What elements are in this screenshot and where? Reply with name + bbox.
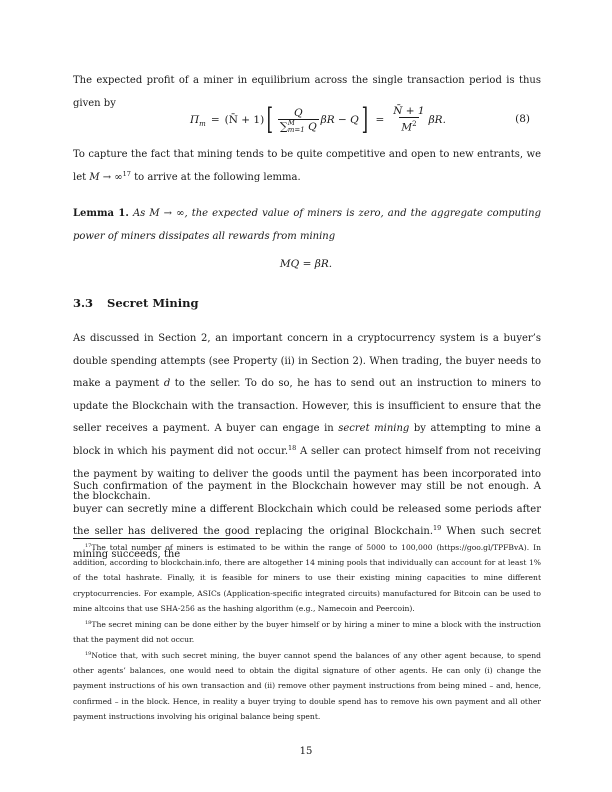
right-bracket: ]: [361, 102, 368, 137]
section-heading: [73, 296, 213, 310]
confirmation-text-1: Such confirmation of the payment in the Blockchain however may still be not enough. A buyer can secretly mine a different Blockchain which could be released some periods after the seller has delivered the good replacing the original Blockchain.: [73, 481, 541, 538]
footnote-17: [73, 540, 541, 616]
secret-mining-text-1: As discussed in Section 2, an important concern in a cryptocurrency system is a buyer’s double spending attempts (see Property (ii) in Section 2). When trading, the buyer needs to make a payment: [73, 333, 541, 390]
eq-sum-symbol: ∑: [279, 119, 288, 133]
section-title: Secret Mining: [107, 296, 199, 310]
payment-variable: d: [163, 378, 171, 390]
paragraph-competition: [73, 144, 541, 189]
secret-mining-term: secret mining: [338, 423, 410, 435]
competition-text-end: to arrive at the following lemma.: [130, 171, 301, 183]
footnote-text: The secret mining can be done either by the buyer himself or by hiring a miner to mine a block with the instruction that the payment did not occur.: [73, 620, 541, 645]
lemma-1: [73, 203, 541, 248]
confirmation-text-2: When such secret mining succeeds, the: [73, 526, 542, 560]
lemma-equation: MQ = βR.: [279, 258, 333, 270]
footnote-18: [73, 617, 541, 647]
eq-rhs-exponent: 2: [412, 120, 417, 129]
footnote-mark: 19: [85, 651, 92, 657]
eq-factor: (N̄ + 1): [224, 114, 265, 126]
eq-rhs-tail: βR.: [428, 114, 446, 126]
eq-after-fraction: βR − Q: [320, 114, 359, 126]
eq-lhs: Π: [190, 114, 200, 126]
equation-number: (8): [515, 113, 530, 125]
footnote-rule: [73, 538, 260, 539]
eq-lhs-sub: m: [199, 120, 206, 128]
footnote-text: The total number of miners is estimated to be within the range of 5000 to 100,000 (https://goo.gl/TPFBvA). In addition, according to blockchain.info, there are altogether 14 mining pools that individually can account for at least 1% of the total hashrate. Finally, it is feasible for miners to use their existing mining capacities to mine different cryptocurrencies. For example, ASICs (Application-specific integrated circuits) manufactured for Bitcoin can be used to mine altcoins that use SHA-256 as the hashing algorithm (e.g., Namecoin and Peercoin).: [73, 543, 541, 613]
page-number: 15: [299, 746, 313, 757]
secret-mining-text-4: A seller can protect himself from not receiving the payment by waiting to deliver the goods until the payment has been incorporated into the blockchain.: [73, 445, 541, 503]
footnote-mark: 17: [85, 543, 92, 549]
eq-denominator-term: Q: [308, 120, 317, 133]
secret-mining-text-2: to the seller. To do so, he has to send out an instruction to miners to update the Blockchain with the transaction. However, this is insufficient to ensure that the seller receives a payment. A buyer can engage in: [73, 378, 541, 435]
footnote-ref-18[interactable]: 18: [288, 443, 297, 452]
lemma-text: As M → ∞, the expected value of miners is zero, and the aggregate computing power of miners dissipates all rewards from mining: [73, 208, 541, 242]
left-bracket: [: [266, 102, 274, 137]
footnote-19: [73, 648, 541, 724]
limit-expression: M → ∞: [89, 171, 123, 183]
paragraph-intro: The expected profit of a miner in equilibrium across the single transaction period is thus given by: [73, 75, 541, 109]
eq-numerator: Q: [293, 106, 303, 119]
footnote-text: Notice that, with such secret mining, the buyer cannot spend the balances of any other agent because, to spend other agents’ balances, one would need to obtain the digital signature of other agents. He can only (i) change the payment instructions of his own transaction and (ii) remove other payment instructions from being mined – and, hence, confirmed – in the block. Hence, in reality a buyer trying to double spend has to remove his own payment and all other payment instructions involving his original balance being spent.: [73, 651, 541, 721]
eq-equals: =: [375, 114, 385, 126]
eq-sum-lower: m=1: [287, 125, 305, 134]
equation-8: Π m = (N̄ + 1) [ Q ∑ M m=1 Q βR − Q ] = $\frac{N̄ + 1}{M^2}$ βR. (8): [190, 102, 530, 137]
eq-sum-upper: M: [287, 118, 295, 127]
eq-rhs-denominator: M: [401, 121, 413, 134]
section-number: 3.3: [73, 296, 94, 310]
competition-text: To capture the fact that mining tends to be quite competitive and open to new entrants, we let: [73, 149, 541, 183]
footnote-ref-17[interactable]: 17: [122, 169, 131, 178]
eq-rhs-fraction: [391, 105, 426, 135]
eq-fraction: [278, 107, 319, 134]
secret-mining-text-3: by attempting to mine a block in which his payment did not occur.: [73, 423, 541, 457]
footnote-ref-19[interactable]: 19: [433, 524, 442, 533]
eq-rhs-numerator: N̄ + 1: [393, 105, 425, 118]
lemma-label: Lemma 1.: [73, 208, 129, 219]
footnote-mark: 18: [85, 620, 92, 626]
